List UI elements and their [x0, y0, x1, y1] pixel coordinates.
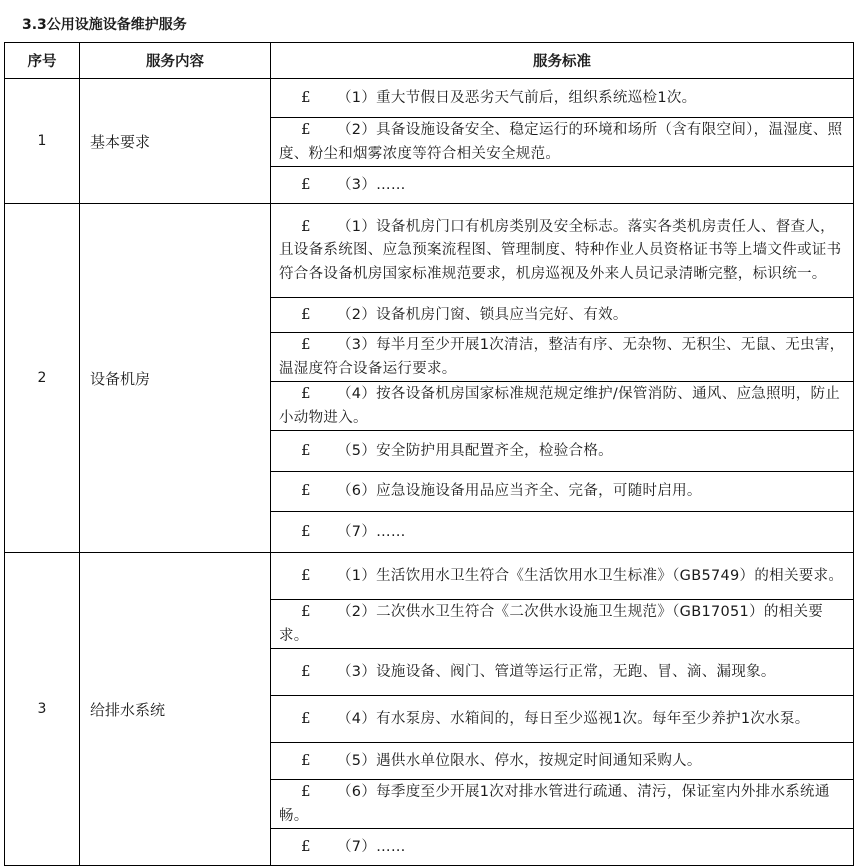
standard-text: （1）生活饮用水卫生符合《生活饮用水卫生标准》（GB5749）的相关要求。: [337, 567, 844, 584]
standard-item: [271, 431, 854, 472]
bullet-glyph: £: [301, 174, 311, 193]
bullet-glyph: £: [301, 481, 311, 500]
standard-item: [271, 829, 854, 866]
bullet-glyph: £: [301, 782, 311, 800]
standard-item: [271, 600, 854, 649]
standard-text: （2）二次供水卫生符合《二次供水设施卫生规范》（GB17051）的相关要求。: [279, 604, 824, 644]
standard-item: [271, 512, 854, 553]
bullet-glyph: £: [301, 120, 311, 138]
standard-item: [271, 649, 854, 696]
standard-item: [271, 382, 854, 431]
table-header-row: [5, 43, 854, 79]
standard-item: [271, 167, 854, 204]
table-row: [5, 204, 854, 298]
row-number: 2: [5, 204, 80, 553]
bullet-glyph: £: [301, 661, 311, 680]
standard-text: （7）……: [337, 838, 406, 855]
bullet-glyph: £: [301, 304, 311, 323]
standard-text: （5）安全防护用具配置齐全，检验合格。: [337, 442, 613, 459]
standard-item: [271, 553, 854, 600]
bullet-glyph: £: [301, 708, 311, 727]
standard-text: （4）有水泵房、水箱间的，每日至少巡视1次。每年至少养护1次水泵。: [337, 710, 810, 727]
service-standard-table: [4, 42, 854, 866]
service-content: 给排水系统: [80, 553, 271, 866]
table-row: [5, 79, 854, 118]
standard-item: [271, 743, 854, 780]
standard-text: （3）每半月至少开展1次清洁，整洁有序、无杂物、无积尘、无鼠、无虫害，温湿度符合设备运行要求。: [279, 337, 845, 377]
standard-item: [271, 118, 854, 167]
standard-item: [271, 472, 854, 512]
standard-text: （1）重大节假日及恶劣天气前后，组织系统巡检1次。: [337, 89, 697, 106]
table-row: [5, 553, 854, 600]
bullet-glyph: £: [301, 216, 311, 235]
standard-item: [271, 333, 854, 382]
standard-item: [271, 696, 854, 743]
bullet-glyph: £: [301, 87, 311, 106]
standard-item: [271, 780, 854, 829]
bullet-glyph: £: [301, 384, 311, 402]
bullet-glyph: £: [301, 440, 311, 459]
service-content: 基本要求: [80, 79, 271, 204]
header-standard: 服务标准: [271, 43, 854, 79]
row-number: 3: [5, 553, 80, 866]
standard-text: （1）设备机房门口有机房类别及安全标志。落实各类机房责任人、督查人，且设备系统图、应急预案流程图、管理制度、特种作业人员资格证书等上墙文件或证书符合各设备机房国家标准规范要求，机房巡视及外来人员记录清晰完整，标识统一。: [279, 218, 842, 282]
bullet-glyph: £: [301, 750, 311, 769]
standard-text: （2）设备机房门窗、锁具应当完好、有效。: [337, 306, 628, 323]
row-number: 1: [5, 79, 80, 204]
standard-text: （2）具备设施设备安全、稳定运行的环境和场所（含有限空间），温湿度、照度、粉尘和烟雾浓度等符合相关安全规范。: [279, 122, 843, 162]
standard-text: （3）……: [337, 176, 406, 193]
standard-item: [271, 79, 854, 118]
standard-text: （6）每季度至少开展1次对排水管进行疏通、清污，保证室内外排水系统通畅。: [279, 784, 830, 824]
standard-text: （4）按各设备机房国家标准规范规定维护/保管消防、通风、应急照明，防止小动物进入。: [279, 386, 841, 426]
header-content: 服务内容: [80, 43, 271, 79]
bullet-glyph: £: [301, 521, 311, 540]
header-no: 序号: [5, 43, 80, 79]
standard-text: （6）应急设施设备用品应当齐全、完备，可随时启用。: [337, 483, 702, 500]
bullet-glyph: £: [301, 602, 311, 620]
bullet-glyph: £: [301, 836, 311, 855]
service-content: 设备机房: [80, 204, 271, 553]
standard-item: [271, 298, 854, 333]
standard-text: （5）遇供水单位限水、停水，按规定时间通知采购人。: [337, 752, 702, 769]
bullet-glyph: £: [301, 565, 311, 584]
standard-item: [271, 204, 854, 298]
standard-text: （7）……: [337, 523, 406, 540]
standard-text: （3）设施设备、阀门、管道等运行正常，无跑、冒、滴、漏现象。: [337, 663, 776, 680]
section-title: 3.3公用设施设备维护服务: [22, 17, 187, 33]
bullet-glyph: £: [301, 335, 311, 353]
